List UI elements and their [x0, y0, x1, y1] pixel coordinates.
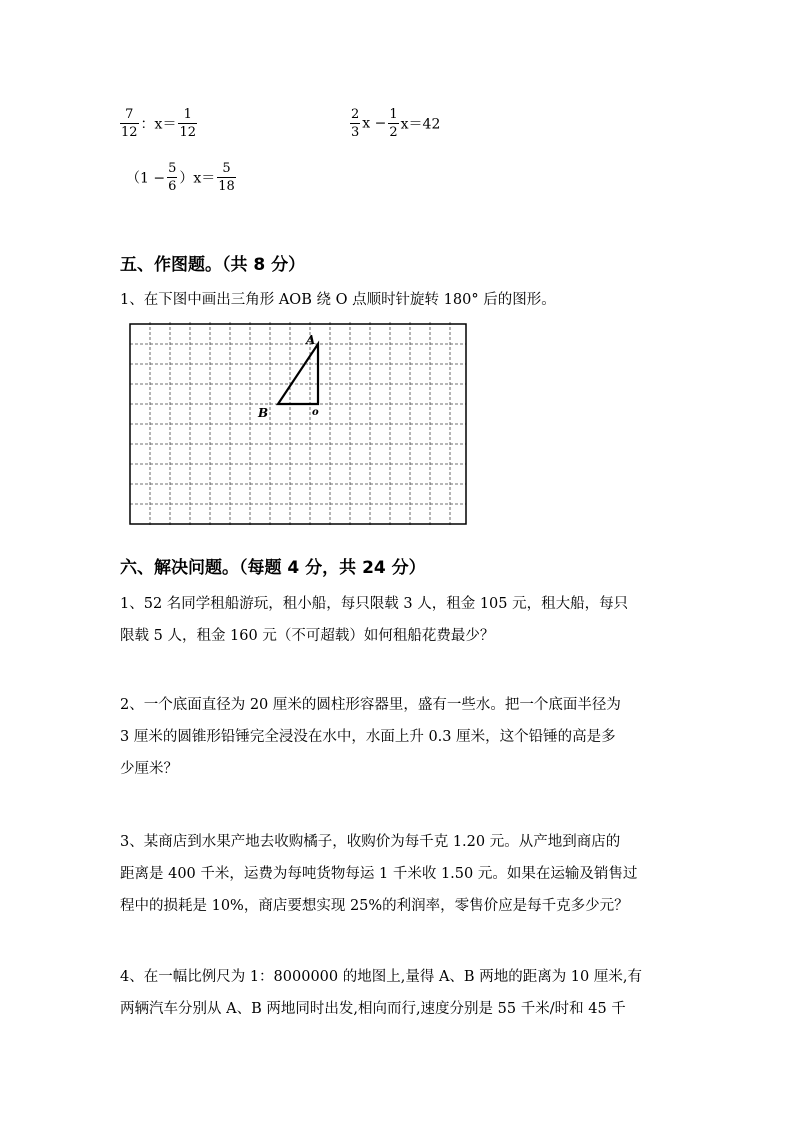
question-2: 2、一个底面直径为 20 厘米的圆柱形容器里，盛有一些水。把一个底面半径为 3 厘米的圆锥形铅锤完全浸没在水中，水面上升 0.3 厘米，这个铅锤的高是多 少厘米？ — [120, 697, 621, 777]
label-b: B — [258, 406, 269, 420]
grid-figure — [128, 322, 468, 527]
question-4: 4、在一幅比例尺为 1：8000000 的地图上,量得 A、B 两地的距离为 10 厘米,有 两辆汽车分别从 A、B 两地同时出发,相向而行,速度分别是 55 千米/时和 45 千 — [120, 969, 642, 1017]
question-3: 3、某商店到水果产地去收购橘子，收购价为每千克 1.20 元。从产地到商店的 距离是 400 千米，运费为每吨货物每运 1 千米收 1.50 元。如果在运输及销售过 程中的损耗是 10%，商店要想实现 25%的利润率，零售价应是每千克多少元？ — [120, 834, 638, 914]
grid-lines — [130, 322, 466, 526]
label-o: o — [312, 407, 319, 418]
fraction: $\frac{1}{2}$ — [389, 107, 398, 140]
triangle-aob — [278, 344, 318, 404]
label-a: A — [306, 333, 316, 347]
section-5-heading: 五、作图题。（共 8 分） — [120, 255, 306, 275]
equation-3: （1 − $\frac{5}{6}$ ）x＝ $\frac{5}{18}$ — [126, 161, 235, 194]
equation-2: $\frac{2}{3}$ x − $\frac{1}{2}$ x＝42 — [351, 107, 441, 140]
fraction: $\frac{2}{3}$ — [351, 107, 360, 140]
fraction: $\frac{1}{12}$ — [179, 107, 196, 140]
question-1: 1、52 名同学租船游玩，租小船，每只限载 3 人，租金 105 元，租大船，每只 限载 5 人，租金 160 元（不可超载）如何租船花费最少？ — [120, 596, 629, 644]
equation-1: $\frac{7}{12}$ ：x＝ $\frac{1}{12}$ — [121, 107, 196, 140]
section-5-question-1: 1、在下图中画出三角形 AOB 绕 O 点顺时针旋转 180° 后的图形。 — [120, 292, 556, 308]
fraction: $\frac{5}{6}$ — [168, 161, 177, 194]
fraction: $\frac{7}{12}$ — [121, 107, 138, 140]
section-6-heading: 六、解决问题。（每题 4 分，共 24 分） — [120, 558, 426, 578]
fraction: $\frac{5}{18}$ — [218, 161, 235, 194]
